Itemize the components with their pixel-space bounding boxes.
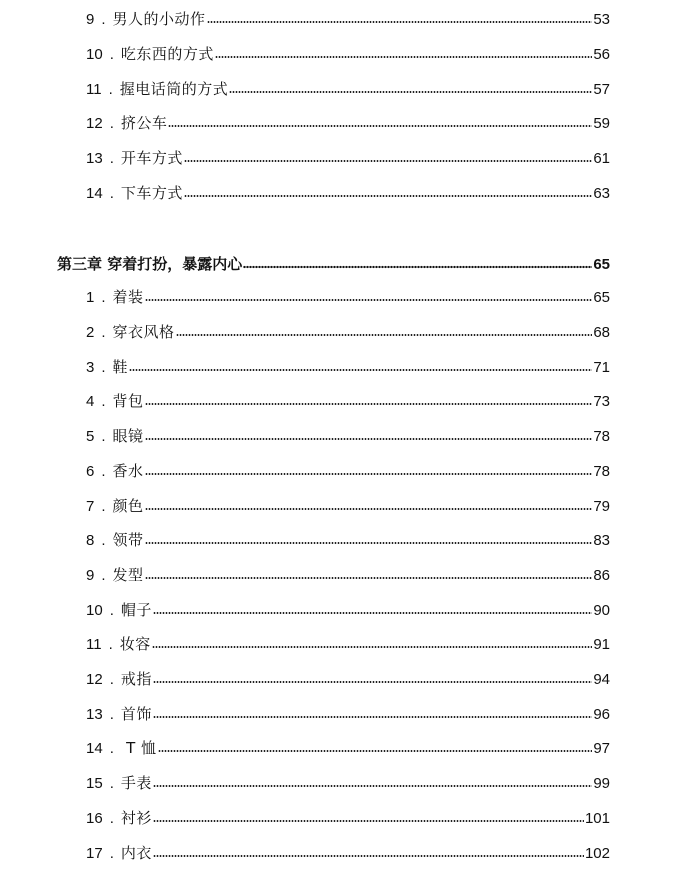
dot-leader xyxy=(158,748,593,754)
toc-entry-page: 68 xyxy=(593,324,610,341)
toc-entry-title: 握电话筒的方式 xyxy=(119,80,229,98)
toc-entry-number: 3 xyxy=(86,359,95,376)
toc-entry[interactable] xyxy=(86,495,610,517)
toc-entry-page: 102 xyxy=(584,845,610,862)
dot-leader xyxy=(145,540,593,546)
toc-entry-page: 57 xyxy=(593,81,610,98)
toc-entry[interactable] xyxy=(86,286,610,308)
toc-entry[interactable] xyxy=(86,737,610,759)
dot-leader xyxy=(145,506,593,512)
toc-entry-number: 12 xyxy=(86,115,103,132)
toc-entry-separator: . xyxy=(109,185,114,202)
toc-entry-title: 着装 xyxy=(112,288,144,306)
toc-entry-page: 99 xyxy=(593,775,610,792)
toc-entry[interactable] xyxy=(86,529,610,551)
toc-entry-number: 9 xyxy=(86,567,95,584)
toc-entry-number: 2 xyxy=(86,324,95,341)
toc-entry-page: 53 xyxy=(593,11,610,28)
toc-entry-separator: . xyxy=(109,845,114,862)
toc-entry[interactable] xyxy=(86,78,610,100)
toc-entry-title: 手表 xyxy=(120,774,152,792)
toc-entry-page: 78 xyxy=(593,428,610,445)
dot-leader xyxy=(176,332,593,338)
toc-entry-separator: . xyxy=(108,636,113,653)
toc-entry-number: 10 xyxy=(86,602,103,619)
toc-entry-title: 领带 xyxy=(112,531,144,549)
toc-entry[interactable] xyxy=(86,356,610,378)
dot-leader xyxy=(215,54,592,60)
toc-entry-page: 71 xyxy=(593,359,610,376)
toc-entry-page: 90 xyxy=(593,602,610,619)
toc-entry-number: 4 xyxy=(86,393,95,410)
toc-entry-number: 16 xyxy=(86,810,103,827)
toc-entry[interactable] xyxy=(86,8,610,30)
toc-entry[interactable] xyxy=(86,182,610,204)
dot-leader xyxy=(153,714,592,720)
toc-entry[interactable] xyxy=(86,772,610,794)
toc-entry-title: 内衣 xyxy=(120,844,152,862)
toc-entry[interactable] xyxy=(86,633,610,655)
toc-entry-page: 101 xyxy=(584,810,610,827)
toc-entry-page: 59 xyxy=(593,115,610,132)
toc-entry-number: 9 xyxy=(86,11,95,28)
toc-entry-separator: . xyxy=(109,810,114,827)
toc-entry-title: 香水 xyxy=(112,462,144,480)
toc-entry-separator: . xyxy=(109,671,114,688)
toc-entry[interactable] xyxy=(86,842,610,864)
toc-entry-separator: . xyxy=(101,532,106,549)
toc-entry-title: 男人的小动作 xyxy=(112,10,206,28)
dot-leader xyxy=(145,575,593,581)
toc-entry-separator: . xyxy=(101,324,106,341)
toc-entry-page: 78 xyxy=(593,463,610,480)
toc-chapter-heading[interactable] xyxy=(57,253,610,275)
dot-leader xyxy=(184,158,592,164)
dot-leader xyxy=(145,436,593,442)
toc-entry-title: 下车方式 xyxy=(120,184,183,202)
toc-entry-page: 65 xyxy=(593,289,610,306)
toc-entry[interactable] xyxy=(86,43,610,65)
toc-entry-title: 颜色 xyxy=(112,497,144,515)
dot-leader xyxy=(129,367,592,373)
dot-leader xyxy=(153,853,584,859)
toc-entry-separator: . xyxy=(101,359,106,376)
toc-entry-number: 15 xyxy=(86,775,103,792)
toc-entry-title: 挤公车 xyxy=(120,114,168,132)
toc-entry-number: 7 xyxy=(86,498,95,515)
toc-entry-page: 96 xyxy=(593,706,610,723)
toc-entry[interactable] xyxy=(86,460,610,482)
toc-entry[interactable] xyxy=(86,599,610,621)
toc-entry-number: 10 xyxy=(86,46,103,63)
toc-entry-number: 17 xyxy=(86,845,103,862)
chapter-title: 第三章 穿着打扮，暴露内心 xyxy=(57,255,243,273)
dot-leader xyxy=(184,193,592,199)
dot-leader xyxy=(145,401,593,407)
toc-entry-page: 91 xyxy=(593,636,610,653)
toc-entry-number: 11 xyxy=(86,636,102,653)
toc-entry-number: 1 xyxy=(86,289,95,306)
toc-entry-title: 眼镜 xyxy=(112,427,144,445)
chapter-page: 65 xyxy=(593,256,610,273)
toc-entry[interactable] xyxy=(86,564,610,586)
toc-entry-number: 12 xyxy=(86,671,103,688)
toc-entry-number: 6 xyxy=(86,463,95,480)
toc-entry-number: 11 xyxy=(86,81,102,98)
toc-entry-separator: . xyxy=(109,602,114,619)
toc-entry-page: 56 xyxy=(593,46,610,63)
toc-entry-separator: . xyxy=(109,706,114,723)
toc-entry[interactable] xyxy=(86,668,610,690)
toc-entry-separator: . xyxy=(101,11,106,28)
toc-entry-title: 发型 xyxy=(112,566,144,584)
toc-entry-title: 吃东西的方式 xyxy=(120,45,214,63)
toc-entry-separator: . xyxy=(109,150,114,167)
toc-entry-number: 14 xyxy=(86,185,103,202)
toc-entry-page: 83 xyxy=(593,532,610,549)
toc-entry-page: 86 xyxy=(593,567,610,584)
toc-entry[interactable] xyxy=(86,321,610,343)
toc-entry-separator: . xyxy=(109,46,114,63)
toc-entry-page: 97 xyxy=(593,740,610,757)
toc-entry-title: 衬衫 xyxy=(120,809,152,827)
toc-entry-page: 63 xyxy=(593,185,610,202)
toc-entry-title: 穿衣风格 xyxy=(112,323,175,341)
dot-leader xyxy=(153,783,592,789)
toc-entry-separator: . xyxy=(101,289,106,306)
toc-entry-number: 14 xyxy=(86,740,103,757)
toc-entry[interactable] xyxy=(86,703,610,725)
toc-entry-separator: . xyxy=(101,567,106,584)
dot-leader xyxy=(145,297,593,303)
toc-entry-separator: . xyxy=(109,115,114,132)
dot-leader xyxy=(153,818,584,824)
toc-entry-page: 73 xyxy=(593,393,610,410)
toc-entry-title: 妆容 xyxy=(119,635,151,653)
toc-entry-number: 5 xyxy=(86,428,95,445)
dot-leader xyxy=(145,471,593,477)
toc-entry-title: 帽子 xyxy=(120,601,152,619)
toc-entry-number: 13 xyxy=(86,706,103,723)
toc-entry-title: 开车方式 xyxy=(120,149,183,167)
dot-leader xyxy=(152,644,593,650)
toc-entry[interactable] xyxy=(86,112,610,134)
toc-entry-title: 鞋 xyxy=(112,358,129,376)
toc-entry-title: 背包 xyxy=(112,392,144,410)
toc-entry-number: 13 xyxy=(86,150,103,167)
toc-entry-separator: . xyxy=(108,81,113,98)
toc-entry[interactable] xyxy=(86,390,610,412)
toc-entry-title: 首饰 xyxy=(120,705,152,723)
toc-entry-separator: . xyxy=(101,463,106,480)
toc-entry-separator: . xyxy=(101,428,106,445)
toc-entry[interactable] xyxy=(86,147,610,169)
toc-entry[interactable] xyxy=(86,807,610,829)
toc-entry-title: 戒指 xyxy=(120,670,152,688)
dot-leader xyxy=(168,123,592,129)
toc-entry-page: 79 xyxy=(593,498,610,515)
toc-entry-page: 94 xyxy=(593,671,610,688)
toc-entry-title: T 恤 xyxy=(120,739,157,757)
toc-entry-separator: . xyxy=(109,775,114,792)
toc-entry-separator: . xyxy=(101,498,106,515)
toc-entry-number: 8 xyxy=(86,532,95,549)
dot-leader xyxy=(153,679,592,685)
toc-entry-separator: . xyxy=(109,740,114,757)
dot-leader xyxy=(243,264,592,270)
toc-entry-page: 61 xyxy=(593,150,610,167)
toc-entry-separator: . xyxy=(101,393,106,410)
dot-leader xyxy=(207,19,593,25)
toc-entry[interactable] xyxy=(86,425,610,447)
dot-leader xyxy=(229,89,592,95)
dot-leader xyxy=(153,610,592,616)
